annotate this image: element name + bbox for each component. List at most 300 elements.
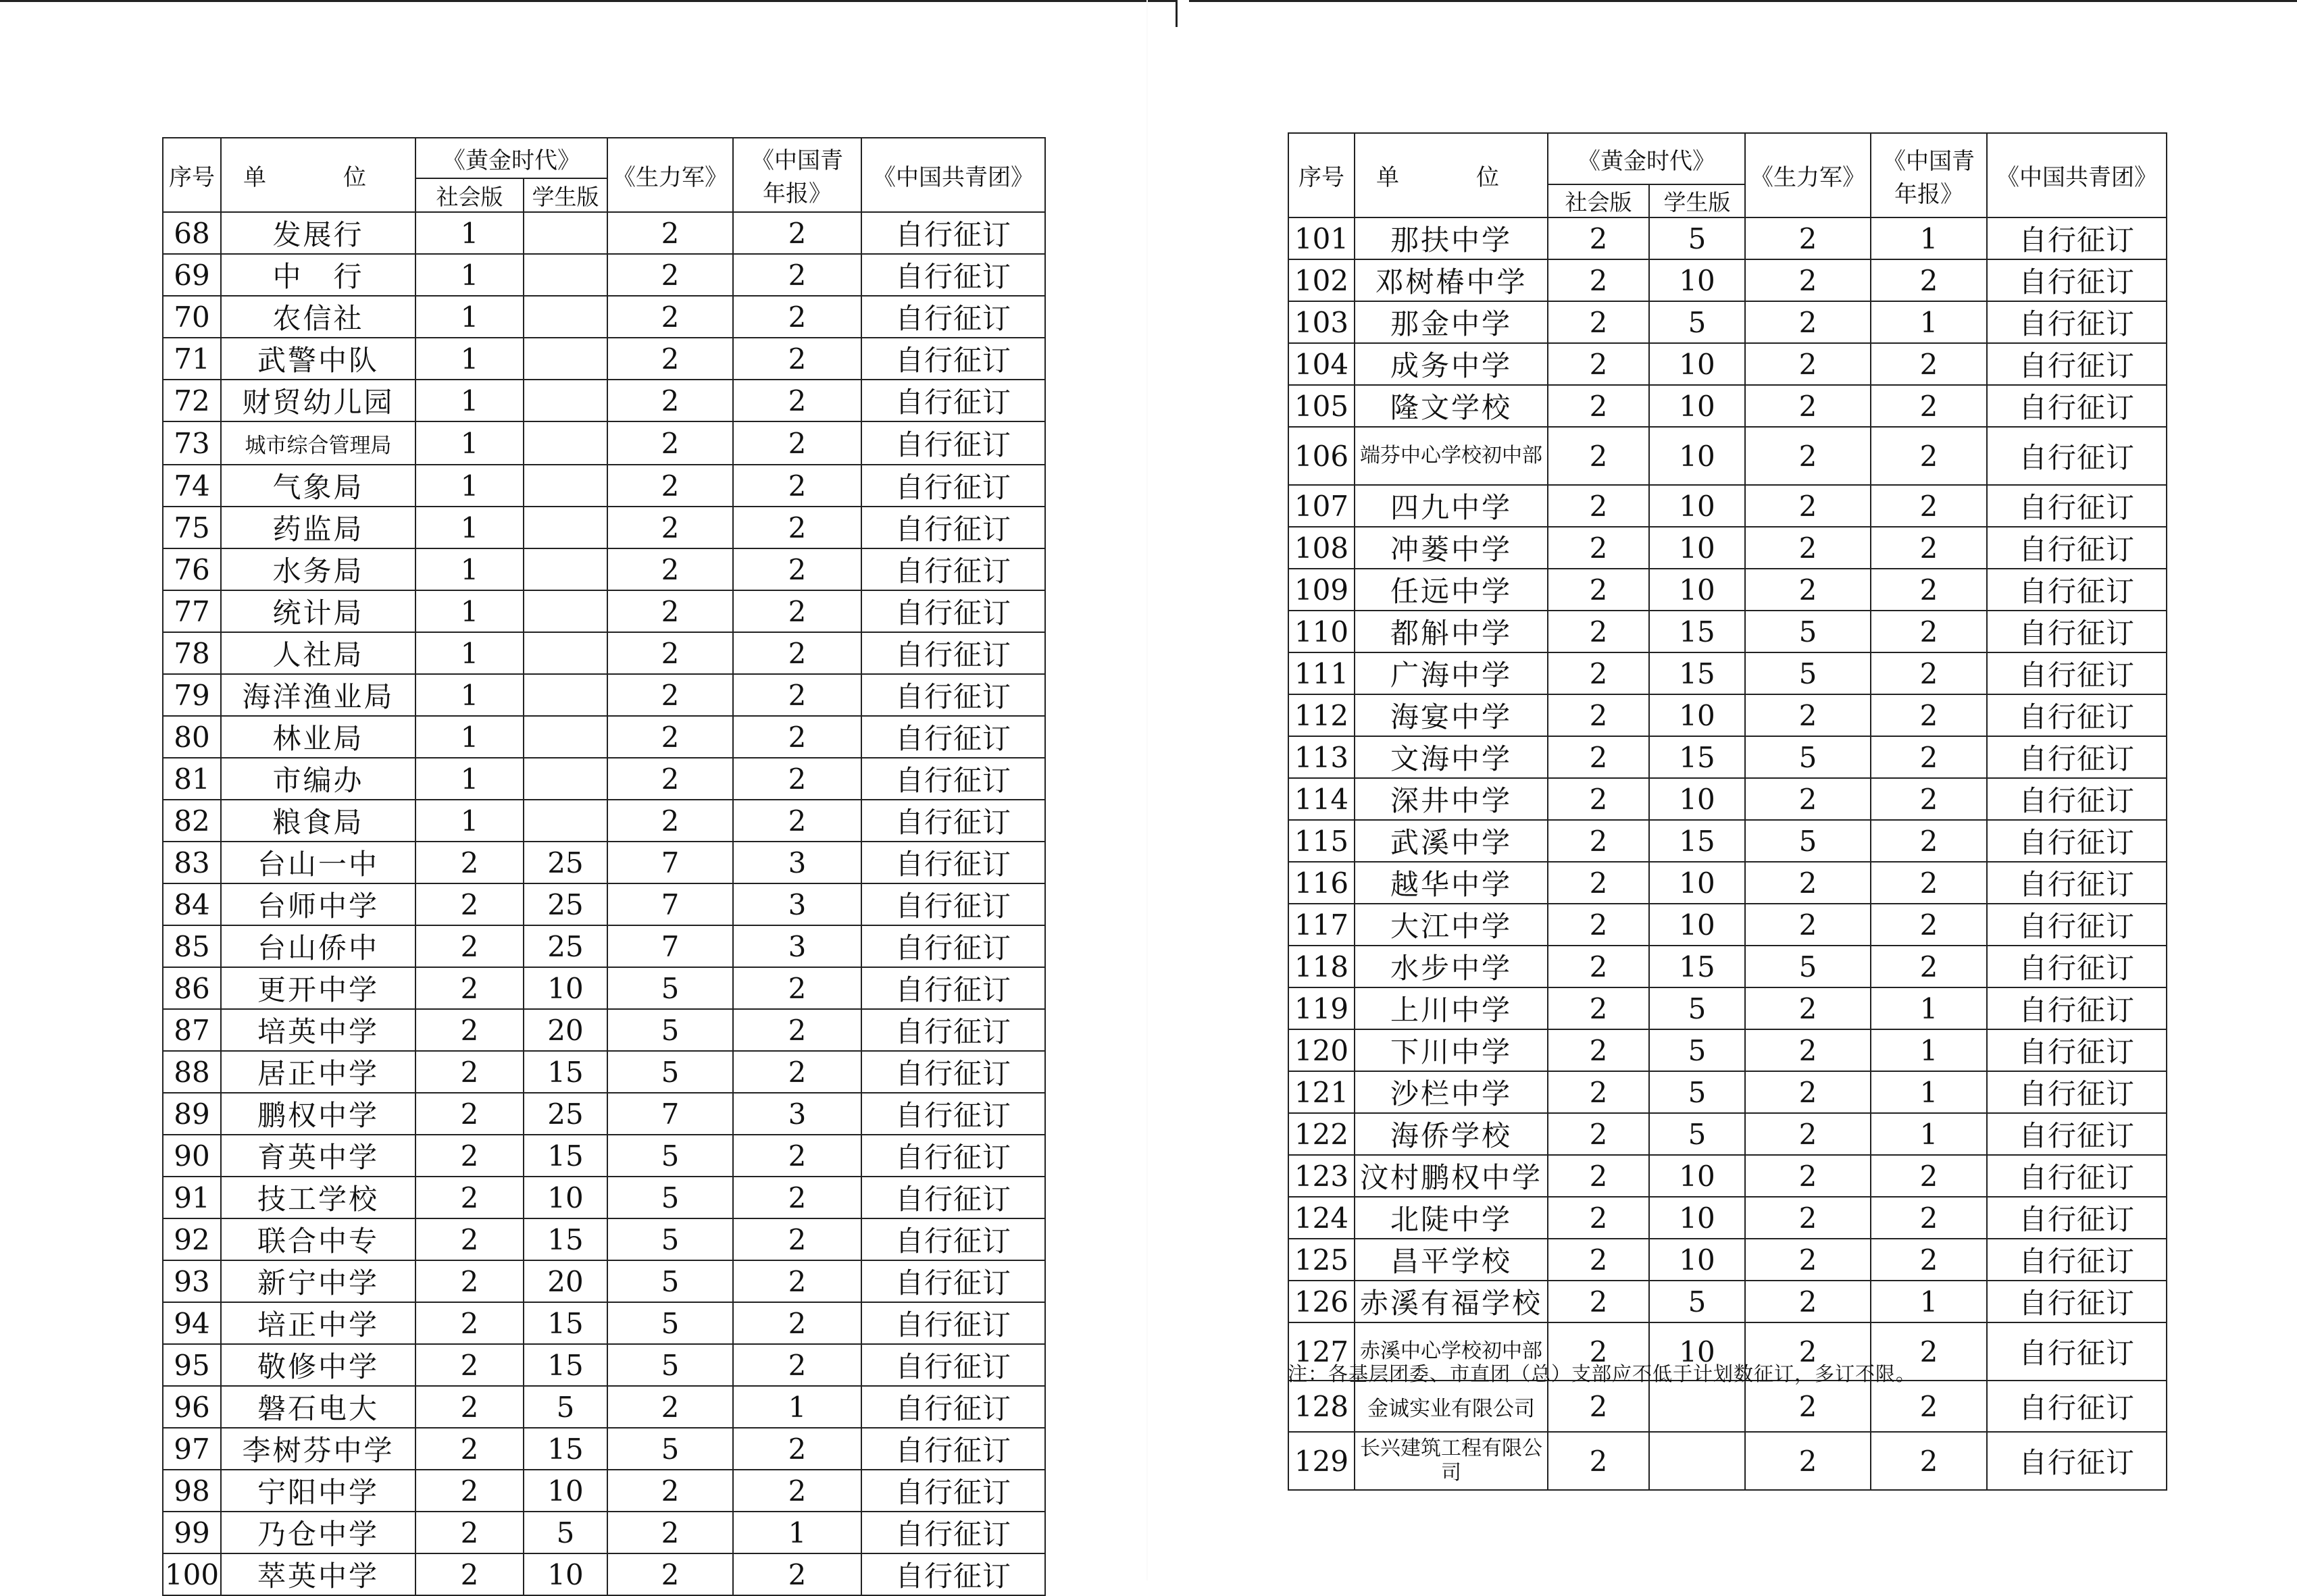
unit-name-cell: 武警中队 — [221, 338, 415, 380]
shenglijun-count-cell: 7 — [607, 925, 733, 967]
shenglijun-count-cell: 2 — [607, 465, 733, 507]
footnote: 注：各基层团委、市直团（总）支部应不低于计划数征订，多订不限。 — [1288, 1362, 1917, 1385]
shehui-count-cell: 1 — [415, 507, 524, 548]
shehui-count-cell: 2 — [1548, 946, 1649, 987]
unit-name-cell: 新宁中学 — [221, 1260, 415, 1302]
gongqingtuan-cell: 自行征订 — [861, 674, 1045, 716]
shehui-count-cell: 1 — [415, 212, 524, 254]
seq-cell: 107 — [1288, 485, 1355, 527]
table-row — [1288, 652, 2167, 694]
shenglijun-count-cell: 2 — [1745, 1381, 1871, 1432]
unit-name-cell: 沙栏中学 — [1355, 1071, 1548, 1113]
header-unit: 单 位 — [221, 138, 415, 212]
seq-cell: 78 — [163, 632, 221, 674]
shehui-count-cell: 2 — [1548, 385, 1649, 427]
shenglijun-count-cell: 2 — [607, 1553, 733, 1595]
seq-cell: 74 — [163, 465, 221, 507]
shenglijun-count-cell: 5 — [607, 1302, 733, 1344]
seq-cell: 101 — [1288, 217, 1355, 259]
zhongqing-count-cell: 2 — [733, 212, 861, 254]
unit-name-cell: 气象局 — [221, 465, 415, 507]
zhongqing-count-cell: 2 — [1871, 862, 1987, 904]
shehui-count-cell: 1 — [415, 800, 524, 842]
gongqingtuan-cell: 自行征订 — [861, 338, 1045, 380]
zhongqing-count-cell: 1 — [733, 1386, 861, 1428]
shehui-count-cell: 2 — [1548, 862, 1649, 904]
gongqingtuan-cell: 自行征订 — [861, 1218, 1045, 1260]
gongqingtuan-cell: 自行征订 — [1987, 1029, 2167, 1071]
seq-cell: 81 — [163, 758, 221, 800]
xuesheng-count-cell: 5 — [1649, 1113, 1745, 1155]
shenglijun-count-cell: 2 — [607, 716, 733, 758]
table-row — [163, 1260, 1045, 1302]
shehui-count-cell: 2 — [415, 1428, 524, 1470]
unit-name-cell: 育英中学 — [221, 1135, 415, 1177]
shehui-count-cell: 2 — [1548, 1155, 1649, 1197]
table-row — [163, 1553, 1045, 1595]
gongqingtuan-cell: 自行征订 — [861, 1093, 1045, 1135]
seq-cell: 117 — [1288, 904, 1355, 946]
table-row — [1288, 778, 2167, 820]
zhongqing-count-cell: 2 — [1871, 652, 1987, 694]
gongqingtuan-cell: 自行征订 — [1987, 485, 2167, 527]
header-zhongqing-line1: 《中国青 — [751, 147, 843, 174]
shenglijun-count-cell: 2 — [607, 421, 733, 465]
seq-cell: 71 — [163, 338, 221, 380]
seq-cell: 94 — [163, 1302, 221, 1344]
xuesheng-count-cell: 10 — [1649, 259, 1745, 301]
table-row — [163, 254, 1045, 296]
zhongqing-count-cell: 2 — [733, 1553, 861, 1595]
shehui-count-cell: 1 — [415, 380, 524, 421]
shenglijun-count-cell: 2 — [1745, 862, 1871, 904]
seq-cell: 72 — [163, 380, 221, 421]
xuesheng-count-cell: 25 — [524, 1093, 607, 1135]
shenglijun-count-cell: 5 — [1745, 946, 1871, 987]
zhongqing-count-cell: 2 — [1871, 259, 1987, 301]
shehui-count-cell: 2 — [415, 967, 524, 1009]
table-row — [163, 925, 1045, 967]
shenglijun-count-cell: 2 — [607, 254, 733, 296]
shehui-count-cell: 2 — [415, 1512, 524, 1553]
shenglijun-count-cell: 7 — [607, 1093, 733, 1135]
shehui-count-cell: 1 — [415, 338, 524, 380]
gongqingtuan-cell: 自行征订 — [1987, 1322, 2167, 1381]
unit-name-cell: 培正中学 — [221, 1302, 415, 1344]
shenglijun-count-cell: 2 — [1745, 1281, 1871, 1322]
zhongqing-count-cell: 2 — [733, 1051, 861, 1093]
seq-cell: 120 — [1288, 1029, 1355, 1071]
table-row — [1288, 485, 2167, 527]
gongqingtuan-cell: 自行征订 — [861, 842, 1045, 883]
zhongqing-count-cell: 2 — [733, 1177, 861, 1218]
zhongqing-count-cell: 2 — [1871, 343, 1987, 385]
shenglijun-count-cell: 5 — [607, 1177, 733, 1218]
seq-cell: 106 — [1288, 427, 1355, 485]
zhongqing-count-cell: 3 — [733, 842, 861, 883]
gongqingtuan-cell: 自行征订 — [861, 1428, 1045, 1470]
table-row — [1288, 694, 2167, 736]
gongqingtuan-cell: 自行征订 — [861, 212, 1045, 254]
unit-name-cell: 技工学校 — [221, 1177, 415, 1218]
seq-cell: 77 — [163, 590, 221, 632]
header-shenglijun: 《生力军》 — [1745, 133, 1871, 217]
shehui-count-cell: 2 — [1548, 778, 1649, 820]
seq-cell: 129 — [1288, 1432, 1355, 1490]
unit-name-cell: 乃仓中学 — [221, 1512, 415, 1553]
zhongqing-count-cell: 3 — [733, 883, 861, 925]
zhongqing-count-cell: 2 — [1871, 820, 1987, 862]
unit-name-cell: 居正中学 — [221, 1051, 415, 1093]
shenglijun-count-cell: 2 — [1745, 301, 1871, 343]
xuesheng-count-cell: 5 — [1649, 1071, 1745, 1113]
seq-cell: 92 — [163, 1218, 221, 1260]
seq-cell: 70 — [163, 296, 221, 338]
xuesheng-count-cell — [524, 380, 607, 421]
table-row — [163, 421, 1045, 465]
unit-name-cell: 成务中学 — [1355, 343, 1548, 385]
unit-name-cell: 敬修中学 — [221, 1344, 415, 1386]
xuesheng-count-cell: 10 — [1649, 343, 1745, 385]
table-row — [1288, 987, 2167, 1029]
zhongqing-count-cell: 2 — [733, 1260, 861, 1302]
xuesheng-count-cell: 10 — [1649, 485, 1745, 527]
shehui-count-cell: 2 — [1548, 1029, 1649, 1071]
seq-cell: 111 — [1288, 652, 1355, 694]
table-row — [1288, 611, 2167, 652]
shenglijun-count-cell: 5 — [607, 1344, 733, 1386]
header-gongqingtuan: 《中国共青团》 — [1987, 133, 2167, 217]
seq-cell: 93 — [163, 1260, 221, 1302]
shenglijun-count-cell: 2 — [1745, 1197, 1871, 1239]
xuesheng-count-cell — [524, 421, 607, 465]
unit-name-cell: 城市综合管理局 — [221, 421, 415, 465]
shehui-count-cell: 1 — [415, 465, 524, 507]
table-row — [163, 842, 1045, 883]
header-seq: 序号 — [163, 138, 221, 212]
unit-name-cell: 深井中学 — [1355, 778, 1548, 820]
xuesheng-count-cell: 10 — [1649, 427, 1745, 485]
zhongqing-count-cell: 2 — [733, 1470, 861, 1512]
header-zhongqing — [1871, 133, 1987, 217]
zhongqing-count-cell: 2 — [733, 1009, 861, 1051]
shehui-count-cell: 1 — [415, 632, 524, 674]
shehui-count-cell: 2 — [415, 1302, 524, 1344]
zhongqing-count-cell: 1 — [1871, 1281, 1987, 1322]
header-huangjin: 《黄金时代》 — [1548, 133, 1745, 184]
unit-name-cell: 人社局 — [221, 632, 415, 674]
header-gongqingtuan: 《中国共青团》 — [861, 138, 1045, 212]
shenglijun-count-cell: 5 — [1745, 820, 1871, 862]
table-row — [163, 338, 1045, 380]
unit-name-cell: 海宴中学 — [1355, 694, 1548, 736]
xuesheng-count-cell: 15 — [1649, 946, 1745, 987]
xuesheng-count-cell: 10 — [1649, 904, 1745, 946]
xuesheng-count-cell: 5 — [1649, 1281, 1745, 1322]
seq-cell: 114 — [1288, 778, 1355, 820]
unit-name-cell: 端芬中心学校初中部 — [1355, 427, 1548, 485]
gongqingtuan-cell: 自行征订 — [1987, 1281, 2167, 1322]
table-row — [1288, 1113, 2167, 1155]
shehui-count-cell: 2 — [1548, 1071, 1649, 1113]
zhongqing-count-cell: 1 — [1871, 1071, 1987, 1113]
gongqingtuan-cell: 自行征订 — [1987, 259, 2167, 301]
table-row — [1288, 301, 2167, 343]
shenglijun-count-cell: 5 — [607, 1218, 733, 1260]
gongqingtuan-cell: 自行征订 — [861, 925, 1045, 967]
scan-top-line-left — [0, 0, 1176, 2]
seq-cell: 79 — [163, 674, 221, 716]
gongqingtuan-cell: 自行征订 — [861, 883, 1045, 925]
unit-name-cell: 宁阳中学 — [221, 1470, 415, 1512]
zhongqing-count-cell: 2 — [733, 758, 861, 800]
shenglijun-count-cell: 5 — [607, 967, 733, 1009]
zhongqing-count-cell: 2 — [733, 338, 861, 380]
zhongqing-count-cell: 2 — [1871, 778, 1987, 820]
unit-name-cell: 海洋渔业局 — [221, 674, 415, 716]
table-row — [1288, 259, 2167, 301]
shenglijun-count-cell: 2 — [607, 338, 733, 380]
seq-cell: 89 — [163, 1093, 221, 1135]
table-row — [1288, 427, 2167, 485]
gongqingtuan-cell: 自行征订 — [1987, 1239, 2167, 1281]
unit-name-cell: 北陡中学 — [1355, 1197, 1548, 1239]
xuesheng-count-cell: 10 — [1649, 385, 1745, 427]
seq-cell: 104 — [1288, 343, 1355, 385]
header-seq: 序号 — [1288, 133, 1355, 217]
shenglijun-count-cell: 5 — [607, 1051, 733, 1093]
gongqingtuan-cell: 自行征订 — [1987, 427, 2167, 485]
shehui-count-cell: 2 — [1548, 1239, 1649, 1281]
seq-cell: 118 — [1288, 946, 1355, 987]
unit-name-cell: 磐石电大 — [221, 1386, 415, 1428]
shenglijun-count-cell: 2 — [607, 507, 733, 548]
page-separator — [1176, 0, 1178, 27]
seq-cell: 102 — [1288, 259, 1355, 301]
table-row — [1288, 1155, 2167, 1197]
xuesheng-count-cell: 10 — [1649, 1322, 1745, 1381]
table-row — [163, 1512, 1045, 1553]
shehui-count-cell: 2 — [1548, 301, 1649, 343]
shenglijun-count-cell: 2 — [1745, 427, 1871, 485]
table-row — [163, 716, 1045, 758]
page-spine — [1146, 0, 1148, 1580]
xuesheng-count-cell — [524, 758, 607, 800]
seq-cell: 128 — [1288, 1381, 1355, 1432]
shenglijun-count-cell: 2 — [1745, 259, 1871, 301]
xuesheng-count-cell: 25 — [524, 883, 607, 925]
header-huangjin: 《黄金时代》 — [415, 138, 607, 178]
subscription-table-right — [1288, 132, 2167, 1491]
shehui-count-cell: 2 — [415, 842, 524, 883]
xuesheng-count-cell: 15 — [1649, 820, 1745, 862]
unit-name-cell: 台山侨中 — [221, 925, 415, 967]
table-row — [163, 465, 1045, 507]
table-body-left — [163, 212, 1045, 1595]
zhongqing-count-cell: 1 — [1871, 1029, 1987, 1071]
shehui-count-cell: 2 — [415, 1051, 524, 1093]
unit-name-cell: 药监局 — [221, 507, 415, 548]
shehui-count-cell: 2 — [1548, 485, 1649, 527]
shenglijun-count-cell: 2 — [1745, 987, 1871, 1029]
table-row — [163, 1218, 1045, 1260]
seq-cell: 105 — [1288, 385, 1355, 427]
xuesheng-count-cell: 10 — [524, 1553, 607, 1595]
header-zhongqing-line2: 年报》 — [763, 180, 832, 207]
shenglijun-count-cell: 2 — [1745, 694, 1871, 736]
unit-name-cell: 水步中学 — [1355, 946, 1548, 987]
table-row — [1288, 343, 2167, 385]
xuesheng-count-cell: 15 — [524, 1344, 607, 1386]
shenglijun-count-cell: 2 — [1745, 904, 1871, 946]
gongqingtuan-cell: 自行征订 — [1987, 217, 2167, 259]
gongqingtuan-cell: 自行征订 — [861, 716, 1045, 758]
unit-name-cell: 那金中学 — [1355, 301, 1548, 343]
seq-cell: 119 — [1288, 987, 1355, 1029]
header-zhongqing-line2: 年报》 — [1894, 180, 1963, 208]
zhongqing-count-cell: 2 — [733, 590, 861, 632]
shenglijun-count-cell: 2 — [1745, 1155, 1871, 1197]
shehui-count-cell: 2 — [1548, 904, 1649, 946]
gongqingtuan-cell: 自行征订 — [861, 1177, 1045, 1218]
xuesheng-count-cell — [524, 465, 607, 507]
zhongqing-count-cell: 2 — [733, 967, 861, 1009]
seq-cell: 91 — [163, 1177, 221, 1218]
shehui-count-cell: 2 — [1548, 1322, 1649, 1381]
xuesheng-count-cell — [524, 338, 607, 380]
zhongqing-count-cell: 2 — [1871, 485, 1987, 527]
unit-name-cell: 赤溪中心学校初中部 — [1355, 1322, 1548, 1381]
seq-cell: 80 — [163, 716, 221, 758]
gongqingtuan-cell: 自行征订 — [1987, 736, 2167, 778]
zhongqing-count-cell: 2 — [733, 548, 861, 590]
unit-name-cell: 隆文学校 — [1355, 385, 1548, 427]
gongqingtuan-cell: 自行征订 — [861, 967, 1045, 1009]
unit-name-cell: 金诚实业有限公司 — [1355, 1381, 1548, 1432]
shenglijun-count-cell: 5 — [607, 1135, 733, 1177]
table-row — [1288, 569, 2167, 611]
table-row — [163, 296, 1045, 338]
unit-name-cell: 长兴建筑工程有限公司 — [1355, 1432, 1548, 1490]
seq-cell: 121 — [1288, 1071, 1355, 1113]
shenglijun-count-cell: 2 — [1745, 1113, 1871, 1155]
shenglijun-count-cell: 7 — [607, 883, 733, 925]
gongqingtuan-cell: 自行征订 — [1987, 611, 2167, 652]
xuesheng-count-cell: 15 — [524, 1218, 607, 1260]
xuesheng-count-cell: 10 — [524, 1177, 607, 1218]
gongqingtuan-cell: 自行征订 — [1987, 569, 2167, 611]
shenglijun-count-cell: 2 — [607, 1386, 733, 1428]
zhongqing-count-cell: 2 — [733, 1428, 861, 1470]
seq-cell: 86 — [163, 967, 221, 1009]
shenglijun-count-cell: 2 — [1745, 385, 1871, 427]
table-row — [163, 1135, 1045, 1177]
xuesheng-count-cell — [524, 716, 607, 758]
seq-cell: 84 — [163, 883, 221, 925]
gongqingtuan-cell: 自行征订 — [861, 1553, 1045, 1595]
gongqingtuan-cell: 自行征订 — [1987, 904, 2167, 946]
zhongqing-count-cell: 2 — [733, 632, 861, 674]
unit-name-cell: 粮食局 — [221, 800, 415, 842]
table-row — [163, 507, 1045, 548]
shenglijun-count-cell: 2 — [607, 548, 733, 590]
unit-name-cell: 那扶中学 — [1355, 217, 1548, 259]
table-row — [1288, 736, 2167, 778]
shehui-count-cell: 2 — [1548, 427, 1649, 485]
seq-cell: 96 — [163, 1386, 221, 1428]
xuesheng-count-cell — [524, 507, 607, 548]
unit-name-cell: 发展行 — [221, 212, 415, 254]
header-shehui: 社会版 — [415, 178, 524, 212]
unit-name-cell: 台山一中 — [221, 842, 415, 883]
xuesheng-count-cell: 10 — [524, 1470, 607, 1512]
unit-name-cell: 市编办 — [221, 758, 415, 800]
header-shenglijun: 《生力军》 — [607, 138, 733, 212]
zhongqing-count-cell: 1 — [1871, 217, 1987, 259]
seq-cell: 82 — [163, 800, 221, 842]
table-row — [1288, 385, 2167, 427]
shenglijun-count-cell: 2 — [607, 380, 733, 421]
xuesheng-count-cell: 5 — [1649, 1029, 1745, 1071]
zhongqing-count-cell: 1 — [1871, 987, 1987, 1029]
xuesheng-count-cell: 15 — [1649, 611, 1745, 652]
zhongqing-count-cell: 2 — [1871, 527, 1987, 569]
shenglijun-count-cell: 2 — [1745, 778, 1871, 820]
table-row — [163, 1302, 1045, 1344]
xuesheng-count-cell: 15 — [1649, 736, 1745, 778]
unit-name-cell: 统计局 — [221, 590, 415, 632]
gongqingtuan-cell: 自行征订 — [1987, 301, 2167, 343]
zhongqing-count-cell: 2 — [733, 800, 861, 842]
subscription-table-left — [162, 137, 1046, 1596]
zhongqing-count-cell: 2 — [733, 507, 861, 548]
xuesheng-count-cell — [524, 548, 607, 590]
zhongqing-count-cell: 2 — [1871, 694, 1987, 736]
gongqingtuan-cell: 自行征订 — [861, 507, 1045, 548]
unit-name-cell: 中 行 — [221, 254, 415, 296]
header-xuesheng: 学生版 — [524, 178, 607, 212]
seq-cell: 127 — [1288, 1322, 1355, 1381]
gongqingtuan-cell: 自行征订 — [861, 1302, 1045, 1344]
shenglijun-count-cell: 2 — [607, 296, 733, 338]
shehui-count-cell: 1 — [415, 758, 524, 800]
zhongqing-count-cell: 2 — [733, 674, 861, 716]
shehui-count-cell: 2 — [1548, 527, 1649, 569]
table-row — [1288, 820, 2167, 862]
shenglijun-count-cell: 2 — [607, 212, 733, 254]
xuesheng-count-cell: 20 — [524, 1260, 607, 1302]
shenglijun-count-cell: 2 — [1745, 527, 1871, 569]
shehui-count-cell: 2 — [415, 1093, 524, 1135]
xuesheng-count-cell: 15 — [524, 1051, 607, 1093]
zhongqing-count-cell: 2 — [733, 716, 861, 758]
shehui-count-cell: 2 — [415, 1177, 524, 1218]
zhongqing-count-cell: 2 — [1871, 1239, 1987, 1281]
unit-name-cell: 大江中学 — [1355, 904, 1548, 946]
table-body-right — [1288, 217, 2167, 1490]
unit-name-cell: 林业局 — [221, 716, 415, 758]
zhongqing-count-cell: 2 — [733, 1344, 861, 1386]
unit-name-cell: 四九中学 — [1355, 485, 1548, 527]
shenglijun-count-cell: 5 — [1745, 611, 1871, 652]
seq-cell: 95 — [163, 1344, 221, 1386]
seq-cell: 69 — [163, 254, 221, 296]
shenglijun-count-cell: 5 — [607, 1260, 733, 1302]
table-row — [163, 1093, 1045, 1135]
table-row — [163, 380, 1045, 421]
table-row — [1288, 1281, 2167, 1322]
table-row — [1288, 904, 2167, 946]
